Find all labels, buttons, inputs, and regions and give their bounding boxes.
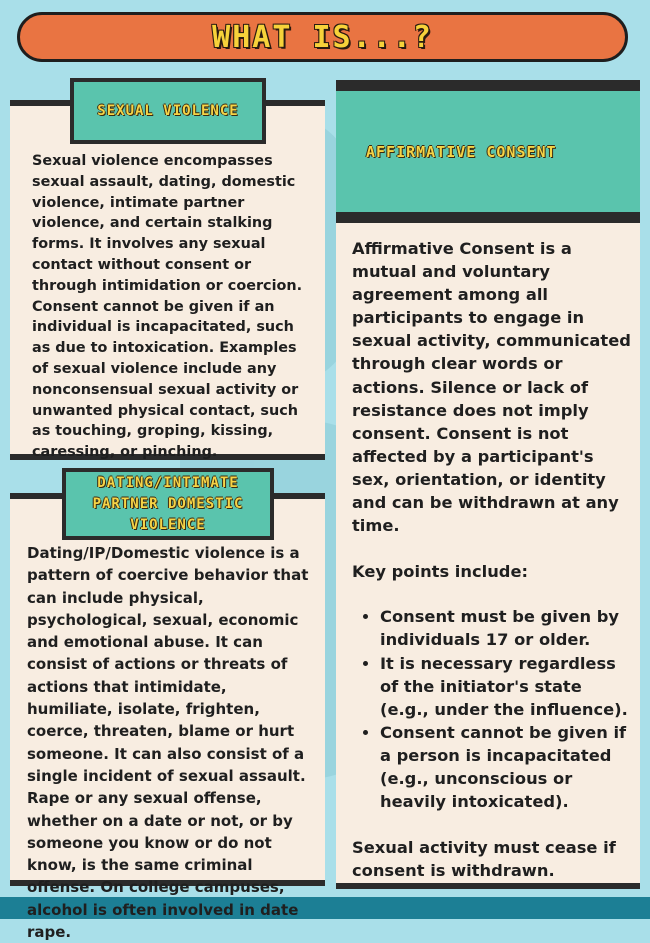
dating-violence-body: Dating/IP/Domestic violence is a pattern of coercive behavior that can include physical, psychological, sexual, economic and emotional abuse. It can consist of actions or threats of actions that intimidate, humiliate, isolate, frighten, coerce, threaten, blame or hurt someone. It can also consist of a single incident of sexual assault. Rape or any sexual offense, whether on a date or not, or by someone you know or do not know, is the same criminal offense. On college campuses, alcohol is often involved in date rape. bbox=[27, 544, 309, 942]
affirmative-consent-body: Affirmative Consent is a mutual and voluntary agreement among all participants to engage in sexual activity, communicated through clear words or actions. Silence or lack of resistance does not imply consent. Consent is not affected by a participant's sex, orientation, or identity and can be withdrawn at any time. bbox=[352, 239, 631, 536]
affirmative-consent-heading: AFFIRMATIVE CONSENT bbox=[366, 142, 557, 161]
key-point-item: • Consent cannot be given if a person is incapacitated (e.g., unconscious or heavily intoxicated). bbox=[380, 721, 632, 813]
page-title: WHAT IS...? bbox=[212, 19, 433, 55]
title-banner bbox=[17, 12, 628, 62]
closing-statement: Sexual activity must cease if consent is withdrawn. bbox=[352, 838, 616, 881]
affirmative-consent-heading-block bbox=[336, 80, 640, 223]
sexual-violence-body: Sexual violence encompasses sexual assault, dating, domestic violence, intimate partner violence, and certain stalking forms. It involves any sexual contact without consent or through intimidation or coercion. Consent cannot be given if an individual is incapacitated, such as due to intoxication. Examples of sexual violence include any nonconsensual sexual activity or unwanted physical contact, such as touching, groping, kissing, caressing, or pinching. bbox=[32, 153, 303, 461]
key-points-label: Key points include: bbox=[352, 562, 529, 582]
key-points-list bbox=[352, 605, 632, 813]
dating-violence-heading-tag bbox=[62, 468, 274, 540]
key-point-item: • Consent must be given by individuals 17 or older. bbox=[380, 605, 632, 651]
key-point-item: • It is necessary regardless of the initiator's state (e.g., under the influence). bbox=[380, 652, 632, 721]
dating-violence-heading: DATING/INTIMATE PARTNER DOMESTIC VIOLENCE bbox=[92, 474, 244, 533]
sexual-violence-heading: SEXUAL VIOLENCE bbox=[97, 103, 239, 119]
sexual-violence-heading-tag bbox=[70, 78, 266, 144]
affirmative-consent-content bbox=[352, 237, 632, 882]
